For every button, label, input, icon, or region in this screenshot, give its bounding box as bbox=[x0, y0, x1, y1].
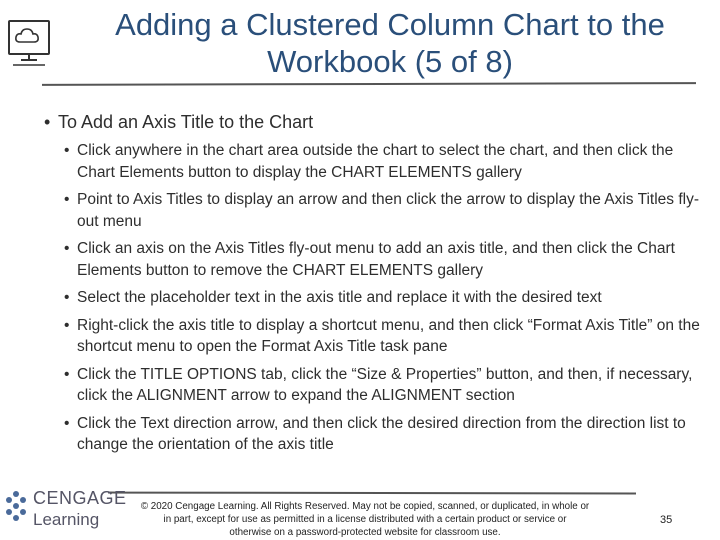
sub-bullet-list bbox=[44, 140, 709, 456]
slide-title-line1: Adding a Clustered Column Chart to the bbox=[115, 7, 665, 42]
main-bullet: • To Add an Axis Title to the Chart bbox=[44, 110, 709, 134]
logo-wordmark-top: CENGAGE bbox=[33, 488, 127, 508]
slide-content bbox=[44, 110, 709, 462]
cengage-logo-mark-icon bbox=[5, 490, 27, 526]
footer-divider bbox=[108, 492, 636, 495]
slide-title-line2: Workbook (5 of 8) bbox=[267, 44, 513, 79]
sub-bullet-6: • Click the TITLE OPTIONS tab, click the “Size & Properties” button, and then, if necessary, click the ALIGNMENT arrow to expand the ALIGNMENT section bbox=[64, 364, 709, 407]
copyright-line-1: © 2020 Cengage Learning. All Rights Reserved. May not be copied, scanned, or duplicated, in whole or bbox=[140, 501, 590, 512]
copyright-line-3: otherwise on a password-protected website for classroom use. bbox=[229, 527, 501, 538]
logo-wordmark-bottom: Learning bbox=[33, 510, 100, 529]
sub-bullet-3: • Click an axis on the Axis Titles fly-out menu to add an axis title, and then click the Chart Elements button to remove the CHART ELEMENTS gallery bbox=[64, 238, 709, 281]
page-number: 35 bbox=[660, 514, 673, 526]
sub-bullet-2: • Point to Axis Titles to display an arrow and then click the arrow to display the Axis Titles fly-out menu bbox=[64, 189, 709, 232]
sub-bullet-7: • Click the Text direction arrow, and then click the desired direction from the direction list to change the orientation of the axis title bbox=[64, 413, 709, 456]
sub-bullet-5: • Right-click the axis title to display a shortcut menu, and then click “Format Axis Title” on the shortcut menu to open the Format Axis Title task pane bbox=[64, 315, 709, 358]
copyright-line-2: in part, except for use as permitted in a license distributed with a certain product or service or bbox=[163, 514, 567, 525]
sub-bullet-1: • Click anywhere in the chart area outside the chart to select the chart, and then click the Chart Elements button to display the CHART ELEMENTS gallery bbox=[64, 140, 709, 183]
copyright-notice bbox=[105, 500, 625, 539]
slide-title bbox=[80, 6, 700, 84]
sub-bullet-4: • Select the placeholder text in the axis title and replace it with the desired text bbox=[64, 287, 709, 309]
cloud-monitor-icon bbox=[7, 18, 53, 70]
title-divider bbox=[42, 82, 696, 86]
